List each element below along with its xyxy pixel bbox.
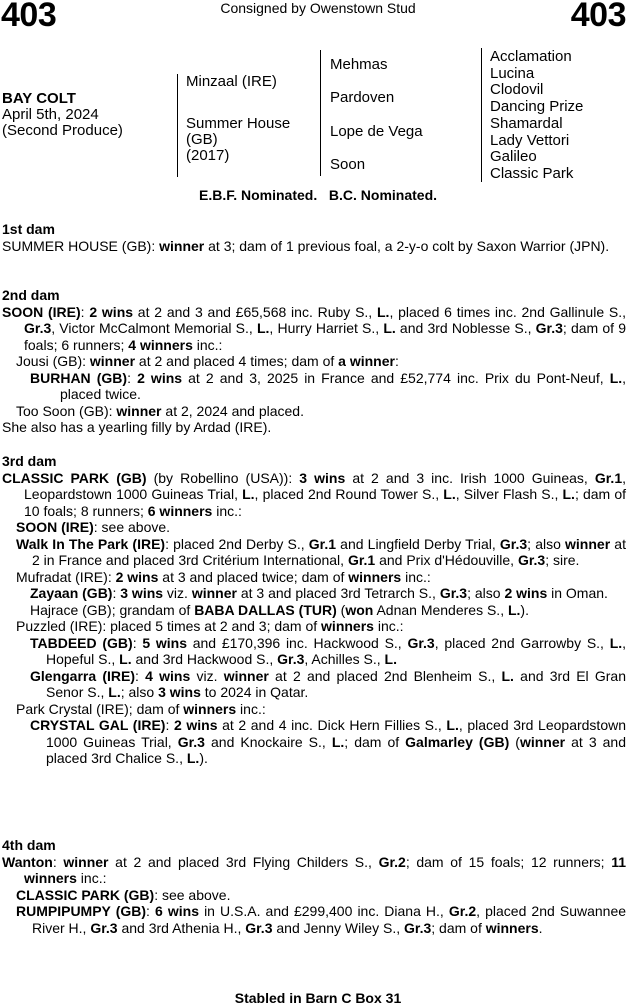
text: : bbox=[80, 303, 90, 320]
first-dam-section bbox=[2, 221, 626, 254]
text: : bbox=[82, 353, 90, 369]
yearling-note: She also has a yearling filly by Ardad (IRE). bbox=[2, 419, 272, 435]
classic-park-entry bbox=[2, 470, 626, 520]
text-bold: 6 winners bbox=[147, 502, 213, 519]
text-bold: L. bbox=[609, 369, 623, 386]
text: viz. bbox=[190, 667, 224, 684]
text: and £170,396 inc. Hackwood S., bbox=[186, 634, 408, 651]
pedigree-g6: Lady Vettori bbox=[490, 131, 570, 149]
text: , Leopardstown 1000 Guineas Trial, bbox=[24, 469, 626, 502]
text-bold: winners bbox=[183, 700, 237, 717]
mufradat-entry bbox=[2, 569, 626, 586]
horse-foaled: April 5th, 2024 bbox=[2, 106, 99, 123]
pedigree-dam-dam: Soon bbox=[330, 156, 366, 173]
text-bold: L. bbox=[242, 486, 255, 502]
pedigree-g2: Lucina bbox=[490, 64, 535, 82]
text-bold: winner bbox=[159, 237, 205, 254]
soon-see-above bbox=[2, 519, 626, 536]
text-bold: winner bbox=[519, 733, 566, 750]
text: , Achilles S., bbox=[304, 651, 385, 667]
text: ). bbox=[199, 750, 208, 766]
text: at 3 and placed twice; dam of bbox=[158, 568, 349, 585]
lot-number-right: 403 bbox=[570, 0, 626, 34]
text: at 3; dam of 1 previous foal, a 2-y-o colt by Saxon Warrior (JPN). bbox=[204, 237, 610, 254]
text-bold: Gr.3 bbox=[245, 919, 273, 936]
text: , placed 2nd Garrowby S., bbox=[434, 634, 610, 651]
text: ; also bbox=[527, 535, 566, 552]
text-bold: Gr.3 bbox=[499, 535, 528, 552]
text: and Jenny Wiley S., bbox=[272, 919, 404, 936]
second-dam-heading: 2nd dam bbox=[2, 287, 60, 303]
first-dam-name: SUMMER HOUSE (GB) bbox=[2, 237, 152, 254]
text: ; also bbox=[120, 684, 159, 700]
text: inc.: bbox=[401, 568, 431, 585]
text-bold: L. bbox=[501, 667, 514, 684]
wanton-entry bbox=[2, 854, 626, 887]
text: ; dam of bbox=[431, 919, 486, 936]
text: : bbox=[135, 667, 146, 684]
text: : bbox=[132, 634, 143, 651]
text: and 3rd Noblesse S., bbox=[395, 320, 536, 336]
text-bold: Gr.1 bbox=[347, 552, 376, 568]
text-bold: Gr.3 bbox=[277, 651, 305, 667]
text: : bbox=[112, 585, 121, 601]
text: inc.: bbox=[373, 618, 404, 634]
horse-name: Too Soon (GB) bbox=[16, 402, 109, 419]
text: at 2 and 4 inc. Dick Hern Fillies S., bbox=[217, 717, 447, 733]
text-bold: Gr.3 bbox=[177, 733, 205, 750]
pedigree-dam-name: Summer House bbox=[186, 115, 291, 132]
horse-name: Mufradat (IRE) bbox=[16, 568, 108, 585]
crystal-gal-entry bbox=[2, 717, 626, 767]
pedigree-grandparents bbox=[490, 49, 583, 183]
zayaan-entry bbox=[2, 585, 626, 602]
text-bold: Gr.3 bbox=[404, 919, 432, 936]
second-dam-section bbox=[2, 287, 626, 436]
text: : bbox=[107, 568, 116, 585]
classic-park-see-above bbox=[2, 887, 626, 904]
text: , placed 2nd Round Tower S., bbox=[254, 486, 444, 502]
text-bold: L. bbox=[331, 733, 345, 750]
text: ; dam of 9 foals; 6 runners; bbox=[24, 320, 626, 353]
text-bold: winner bbox=[63, 853, 109, 870]
consignor: Consigned by Owenstown Stud bbox=[220, 0, 416, 16]
horse-name: Wanton bbox=[2, 853, 53, 870]
text-bold: 11 winners bbox=[24, 853, 627, 886]
pedigree-g1: Acclamation bbox=[490, 48, 572, 65]
text-bold: Gr.1 bbox=[594, 469, 623, 486]
horse-name: Walk In The Park (IRE) bbox=[16, 535, 166, 552]
text: viz. bbox=[163, 585, 192, 601]
text-bold: BABA DALLAS (TUR) bbox=[194, 601, 337, 618]
text: ; also bbox=[467, 585, 505, 601]
text: in Oman. bbox=[547, 585, 608, 601]
text: to 2024 in Qatar. bbox=[200, 684, 309, 700]
text: : bbox=[146, 903, 156, 919]
text: ; dam of bbox=[128, 700, 184, 717]
burhan-entry bbox=[2, 370, 626, 403]
text-bold: L. bbox=[119, 651, 132, 667]
horse-sex-color: BAY COLT bbox=[2, 90, 76, 107]
text-bold: winner bbox=[191, 585, 237, 601]
text: , Hurry Harriet S., bbox=[269, 320, 384, 336]
fourth-dam-heading: 4th dam bbox=[2, 837, 56, 853]
text-bold: winner bbox=[89, 353, 136, 369]
text-bold: L. bbox=[446, 717, 459, 733]
hajrace-entry bbox=[2, 602, 626, 619]
text-bold: 3 wins bbox=[158, 684, 201, 700]
text-bold: Galmarley (GB) bbox=[405, 733, 510, 750]
horse-name: Glengarra (IRE) bbox=[30, 667, 136, 684]
horse-name: Zayaan (GB) bbox=[30, 585, 113, 601]
text: and 3rd El Gran Senor S., bbox=[46, 667, 626, 700]
horse-name: Hajrace (GB) bbox=[30, 601, 112, 618]
text-bold: L. bbox=[376, 303, 390, 320]
text: ; grandam of bbox=[111, 601, 195, 618]
text-bold: Gr.3 bbox=[24, 320, 52, 336]
text-bold: L. bbox=[384, 651, 397, 667]
text-bold: 2 wins bbox=[173, 717, 218, 733]
text: and 3rd Hackwood S., bbox=[131, 651, 278, 667]
text-bold: a winner bbox=[338, 353, 395, 369]
text-bold: 4 wins bbox=[145, 667, 191, 684]
text: : bbox=[127, 369, 138, 386]
text-bold: L. bbox=[609, 634, 623, 651]
text-bold: 3 wins bbox=[120, 585, 164, 601]
pedigree-dam bbox=[186, 116, 290, 164]
text: and Knockaire S., bbox=[204, 733, 332, 750]
text: , placed twice. bbox=[60, 369, 627, 402]
text-bold: L. bbox=[186, 750, 200, 766]
text-bold: winner bbox=[116, 402, 162, 419]
pedigree-divider-3 bbox=[481, 48, 482, 182]
text: : bbox=[52, 853, 64, 870]
text: at 2 and placed 3rd Flying Childers S., bbox=[108, 853, 379, 870]
text: ( bbox=[509, 733, 520, 750]
text: and 3rd Athenia H., bbox=[117, 919, 246, 936]
text-bold: won bbox=[345, 601, 374, 618]
fourth-dam-section bbox=[2, 837, 626, 936]
glengarra-entry bbox=[2, 668, 626, 701]
text: : placed 5 times at 2 and 3; dam of bbox=[102, 618, 322, 634]
horse-name: Park Crystal (IRE) bbox=[16, 700, 129, 717]
text-bold: Gr.3 bbox=[517, 552, 546, 568]
text-bold: winners bbox=[485, 919, 539, 936]
text-bold: L. bbox=[507, 601, 521, 618]
text: , Silver Flash S., bbox=[455, 486, 563, 502]
pedigree-g4: Dancing Prize bbox=[490, 98, 584, 116]
text-bold: Gr.1 bbox=[308, 535, 337, 552]
text: ). bbox=[520, 601, 529, 618]
text: and Lingfield Derby Trial, bbox=[336, 535, 500, 552]
text-bold: L. bbox=[108, 684, 121, 700]
text-bold: winner bbox=[223, 667, 269, 684]
third-dam-section bbox=[2, 453, 626, 767]
park-crystal-entry bbox=[2, 701, 626, 718]
pedigree-dam-year: (2017) bbox=[186, 147, 230, 164]
text: : bbox=[394, 353, 399, 369]
text: : see above. bbox=[154, 886, 231, 903]
text-bold: 6 wins bbox=[155, 903, 199, 919]
text: ; dam of 10 foals; 8 runners; bbox=[24, 486, 627, 519]
pedigree-sire: Minzaal (IRE) bbox=[186, 73, 277, 90]
pedigree-g3: Clodovil bbox=[490, 81, 544, 99]
text: Adnan Menderes S., bbox=[373, 601, 508, 618]
text: ( bbox=[336, 601, 346, 618]
text-bold: 2 wins bbox=[115, 568, 159, 585]
horse-name: RUMPIPUMPY (GB) bbox=[16, 903, 147, 919]
text-bold: 2 wins bbox=[504, 585, 548, 601]
pedigree-sire-dam: Pardoven bbox=[330, 89, 395, 106]
pedigree-divider-1 bbox=[177, 74, 178, 177]
horse-name: Puzzled (IRE) bbox=[16, 618, 103, 634]
text-bold: Gr.3 bbox=[535, 320, 563, 336]
too-soon-entry bbox=[2, 403, 626, 420]
walk-in-the-park-entry bbox=[2, 536, 626, 569]
text-bold: Gr.2 bbox=[378, 853, 406, 870]
first-dam-heading: 1st dam bbox=[2, 221, 55, 237]
text: inc.: bbox=[192, 336, 223, 353]
text: ; dam of bbox=[344, 733, 406, 750]
text: inc.: bbox=[76, 870, 107, 886]
text: (by Robellino (USA)): bbox=[146, 469, 300, 486]
text-bold: 4 winners bbox=[128, 336, 193, 353]
text-bold: winners bbox=[321, 618, 374, 634]
text-bold: L. bbox=[256, 320, 270, 336]
text: : bbox=[108, 402, 117, 419]
nominations: E.B.F. Nominated. B.C. Nominated. bbox=[198, 187, 438, 203]
text-bold: Gr.2 bbox=[448, 903, 477, 919]
jousi-entry bbox=[2, 353, 626, 370]
stabling-info: Stabled in Barn C Box 31 bbox=[234, 990, 402, 1006]
text: at 2 and 3, 2025 in France and £52,774 inc. Prix du Pont-Neuf, bbox=[182, 369, 610, 386]
text: ; sire. bbox=[545, 552, 580, 568]
pedigree-divider-2 bbox=[320, 50, 321, 176]
text: : bbox=[165, 717, 174, 733]
horse-name: SOON (IRE) bbox=[16, 519, 94, 535]
third-dam-heading: 3rd dam bbox=[2, 453, 57, 469]
horse-name: CLASSIC PARK (GB) bbox=[16, 886, 155, 903]
pedigree-dam-sire: Lope de Vega bbox=[330, 123, 423, 140]
text-bold: 2 wins bbox=[89, 303, 134, 320]
text: at 3 and placed 3rd Tetrarch S., bbox=[236, 585, 440, 601]
text-bold: L. bbox=[443, 486, 456, 502]
text: , placed 2nd Suwannee River H., bbox=[32, 903, 627, 936]
horse-produce: (Second Produce) bbox=[2, 122, 123, 139]
text: at 2 in France and placed 3rd Critérium International, bbox=[32, 535, 626, 568]
text-bold: 3 wins bbox=[299, 469, 346, 486]
horse-name: CLASSIC PARK (GB) bbox=[2, 469, 147, 486]
pedigree-dam-country: (GB) bbox=[186, 131, 218, 148]
horse-name: BURHAN (GB) bbox=[30, 369, 128, 386]
text: , Hopeful S., bbox=[46, 634, 627, 667]
horse-name: TABDEED (GB) bbox=[30, 634, 133, 651]
lot-number-left: 403 bbox=[1, 0, 57, 34]
text: at 3 and placed 3rd Chalice S., bbox=[46, 733, 626, 766]
text: at 2 and 3 and £65,568 inc. Ruby S., bbox=[133, 303, 377, 320]
text-bold: 2 wins bbox=[137, 369, 183, 386]
text-bold: Gr.3 bbox=[90, 919, 118, 936]
text-bold: L. bbox=[562, 486, 575, 502]
first-dam-entry bbox=[2, 238, 626, 255]
pedigree-g5: Shamardal bbox=[490, 114, 563, 132]
rumpipumpy-entry bbox=[2, 903, 626, 936]
text: at 2, 2024 and placed. bbox=[161, 402, 304, 419]
text: inc.: bbox=[212, 502, 242, 519]
text: inc.: bbox=[236, 700, 266, 717]
pedigree-sire-sire: Mehmas bbox=[330, 56, 388, 73]
horse-name: Jousi (GB) bbox=[16, 353, 83, 369]
text: : see above. bbox=[93, 519, 171, 535]
text: : placed 2nd Derby S., bbox=[165, 535, 309, 552]
pedigree-g8: Classic Park bbox=[490, 164, 574, 182]
text: in U.S.A. and £299,400 inc. Diana H., bbox=[199, 903, 449, 919]
text-bold: winners bbox=[348, 568, 402, 585]
horse-name: SOON (IRE) bbox=[2, 303, 81, 320]
text-bold: 5 wins bbox=[142, 634, 187, 651]
text: , Victor McCalmont Memorial S., bbox=[51, 320, 257, 336]
text: , placed 3rd Leopardstown 1000 Guineas Trial, bbox=[46, 717, 627, 750]
text: . bbox=[538, 919, 543, 936]
text: ; dam of 15 foals; 12 runners; bbox=[405, 853, 612, 870]
text: and Prix d'Hédouville, bbox=[375, 552, 518, 568]
text: , placed 6 times inc. 2nd Gallinule S., bbox=[389, 303, 627, 320]
text-bold: Gr.3 bbox=[439, 585, 468, 601]
text-bold: Gr.3 bbox=[407, 634, 435, 651]
text: at 2 and 3 inc. Irish 1000 Guineas, bbox=[345, 469, 595, 486]
text: : bbox=[151, 237, 160, 254]
puzzled-entry bbox=[2, 618, 626, 635]
text-bold: L. bbox=[383, 320, 396, 336]
text: at 2 and placed 2nd Blenheim S., bbox=[268, 667, 502, 684]
text: at 2 and placed 4 times; dam of bbox=[135, 353, 339, 369]
horse-name: CRYSTAL GAL (IRE) bbox=[30, 717, 166, 733]
tabdeed-entry bbox=[2, 635, 626, 668]
pedigree-g7: Galileo bbox=[490, 148, 537, 166]
horse-info bbox=[2, 91, 123, 139]
text-bold: winner bbox=[565, 535, 611, 552]
soon-entry bbox=[2, 304, 626, 354]
